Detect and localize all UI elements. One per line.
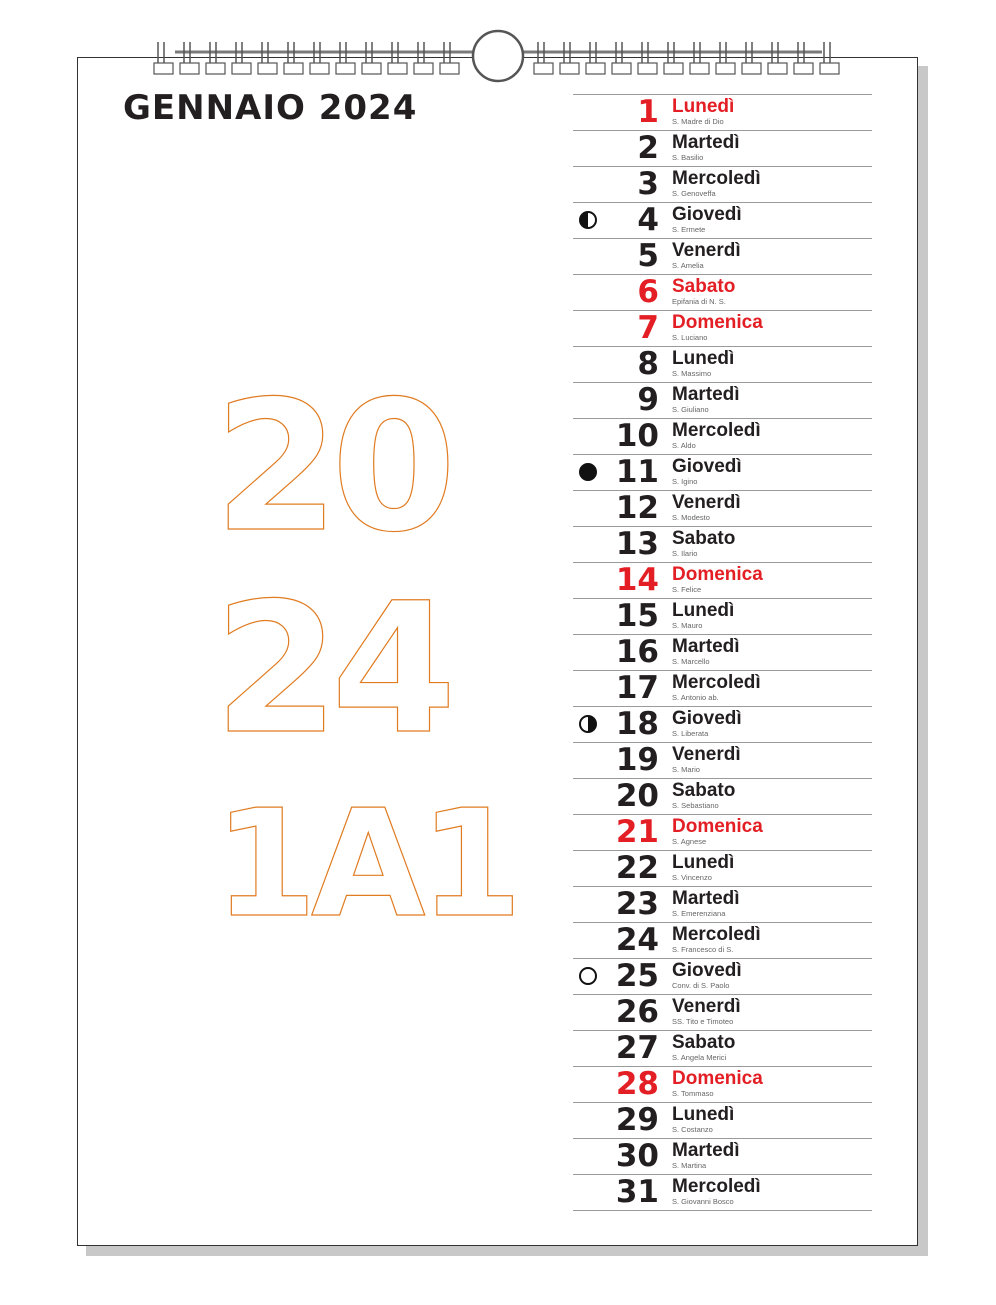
weekday-name: Venerdì <box>672 744 741 765</box>
saint-name: S. Igino <box>672 477 698 486</box>
weekday-name: Lunedì <box>672 348 735 369</box>
day-row <box>573 419 872 455</box>
saint-name: S. Mario <box>672 765 700 774</box>
weekday-name: Martedì <box>672 888 740 909</box>
day-row <box>573 851 872 887</box>
weekday-name: Lunedì <box>672 852 735 873</box>
saint-name: S. Ilario <box>672 549 698 558</box>
weekday-name: Sabato <box>672 276 736 297</box>
day-number: 23 <box>615 886 659 922</box>
first-moon-icon <box>579 715 597 733</box>
day-row <box>573 1067 872 1103</box>
saint-name: S. Madre di Dio <box>672 117 724 126</box>
day-number: 4 <box>637 202 659 238</box>
day-row <box>573 1139 872 1175</box>
weekday-name: Lunedì <box>672 96 735 117</box>
saint-name: S. Basilio <box>672 153 704 162</box>
day-row <box>573 635 872 671</box>
day-number: 22 <box>615 850 659 886</box>
day-row <box>573 311 872 347</box>
day-number: 12 <box>615 490 659 526</box>
day-number: 7 <box>637 310 659 346</box>
day-number: 24 <box>615 922 659 958</box>
day-row <box>573 239 872 275</box>
day-number: 16 <box>615 634 659 670</box>
day-number: 18 <box>615 706 659 742</box>
weekday-name: Martedì <box>672 132 740 153</box>
wire-binding <box>0 0 996 90</box>
weekday-name: Martedì <box>672 384 740 405</box>
weekday-name: Mercoledì <box>672 168 761 189</box>
day-row <box>573 167 872 203</box>
saint-name: S. Liberata <box>672 729 709 738</box>
saint-name: S. Giuliano <box>672 405 709 414</box>
day-row <box>573 455 872 491</box>
day-row <box>573 995 872 1031</box>
saint-name: S. Emerenziana <box>672 909 726 918</box>
outline-year-bottom: 24 <box>214 565 449 774</box>
day-number: 14 <box>615 562 659 598</box>
saint-name: S. Sebastiano <box>672 801 719 810</box>
saint-name: S. Amelia <box>672 261 704 270</box>
saint-name: S. Angela Merici <box>672 1053 727 1062</box>
day-number: 1 <box>637 94 659 130</box>
day-row <box>573 275 872 311</box>
day-row <box>573 1031 872 1067</box>
day-row <box>573 491 872 527</box>
weekday-name: Martedì <box>672 636 740 657</box>
saint-name: S. Genoveffa <box>672 189 716 198</box>
saint-name: S. Agnese <box>672 837 707 846</box>
saint-name: Conv. di S. Paolo <box>672 981 730 990</box>
weekday-name: Mercoledì <box>672 420 761 441</box>
saint-name: S. Antonio ab. <box>672 693 719 702</box>
day-number: 20 <box>615 778 659 814</box>
saint-name: SS. Tito e Timoteo <box>672 1017 734 1026</box>
full-moon-icon <box>579 463 597 481</box>
saint-name: S. Aldo <box>672 441 696 450</box>
day-number: 31 <box>615 1174 659 1210</box>
day-number: 13 <box>615 526 659 562</box>
day-row <box>573 887 872 923</box>
saint-name: S. Ermete <box>672 225 706 234</box>
weekday-name: Lunedì <box>672 1104 735 1125</box>
day-number: 9 <box>637 382 659 418</box>
saint-name: S. Felice <box>672 585 702 594</box>
day-list <box>573 94 872 1211</box>
day-row <box>573 779 872 815</box>
day-row <box>573 1175 872 1211</box>
weekday-name: Giovedì <box>672 204 742 225</box>
day-row <box>573 347 872 383</box>
day-number: 8 <box>637 346 659 382</box>
saint-name: S. Massimo <box>672 369 712 378</box>
day-number: 25 <box>615 958 659 994</box>
day-row <box>573 707 872 743</box>
day-row <box>573 671 872 707</box>
day-row <box>573 203 872 239</box>
day-number: 10 <box>615 418 659 454</box>
weekday-name: Venerdì <box>672 240 741 261</box>
weekday-name: Domenica <box>672 1068 763 1089</box>
new-moon-icon <box>579 967 597 985</box>
saint-name: S. Giovanni Bosco <box>672 1197 734 1206</box>
weekday-name: Domenica <box>672 312 763 333</box>
weekday-name: Domenica <box>672 564 763 585</box>
weekday-name: Mercoledì <box>672 924 761 945</box>
day-number: 3 <box>637 166 659 202</box>
day-number: 26 <box>615 994 659 1030</box>
day-row <box>573 923 872 959</box>
weekday-name: Giovedì <box>672 960 742 981</box>
outline-year-top: 20 <box>214 363 449 572</box>
saint-name: S. Modesto <box>672 513 710 522</box>
weekday-name: Lunedì <box>672 600 735 621</box>
day-number: 5 <box>637 238 659 274</box>
saint-name: S. Costanzo <box>672 1125 713 1134</box>
day-number: 15 <box>615 598 659 634</box>
day-row <box>573 383 872 419</box>
day-row <box>573 959 872 995</box>
day-number: 27 <box>615 1030 659 1066</box>
weekday-name: Venerdì <box>672 996 741 1017</box>
weekday-name: Sabato <box>672 528 736 549</box>
day-number: 28 <box>615 1066 659 1102</box>
day-number: 11 <box>615 454 659 490</box>
day-row <box>573 599 872 635</box>
saint-name: S. Luciano <box>672 333 708 342</box>
day-number: 30 <box>615 1138 659 1174</box>
day-row <box>573 527 872 563</box>
day-number: 19 <box>615 742 659 778</box>
weekday-name: Venerdì <box>672 492 741 513</box>
weekday-name: Sabato <box>672 1032 736 1053</box>
day-number: 17 <box>615 670 659 706</box>
month-title: GENNAIO 2024 <box>123 88 418 128</box>
weekday-name: Domenica <box>672 816 763 837</box>
weekday-name: Giovedì <box>672 456 742 477</box>
saint-name: S. Marcello <box>672 657 710 666</box>
saint-name: S. Mauro <box>672 621 703 630</box>
day-row <box>573 95 872 131</box>
day-number: 2 <box>637 130 659 166</box>
outline-code: 1A1 <box>214 778 517 950</box>
weekday-name: Mercoledì <box>672 1176 761 1197</box>
last-moon-icon <box>579 211 597 229</box>
day-row <box>573 1103 872 1139</box>
day-number: 29 <box>615 1102 659 1138</box>
saint-name: S. Vincenzo <box>672 873 712 882</box>
weekday-name: Martedì <box>672 1140 740 1161</box>
saint-name: S. Tommaso <box>672 1089 714 1098</box>
saint-name: Epifania di N. S. <box>672 297 726 306</box>
day-row <box>573 131 872 167</box>
saint-name: S. Martina <box>672 1161 707 1170</box>
day-number: 6 <box>637 274 659 310</box>
day-row <box>573 743 872 779</box>
weekday-name: Sabato <box>672 780 736 801</box>
day-row <box>573 815 872 851</box>
saint-name: S. Francesco di S. <box>672 945 734 954</box>
weekday-name: Mercoledì <box>672 672 761 693</box>
day-row <box>573 563 872 599</box>
weekday-name: Giovedì <box>672 708 742 729</box>
day-number: 21 <box>615 814 659 850</box>
